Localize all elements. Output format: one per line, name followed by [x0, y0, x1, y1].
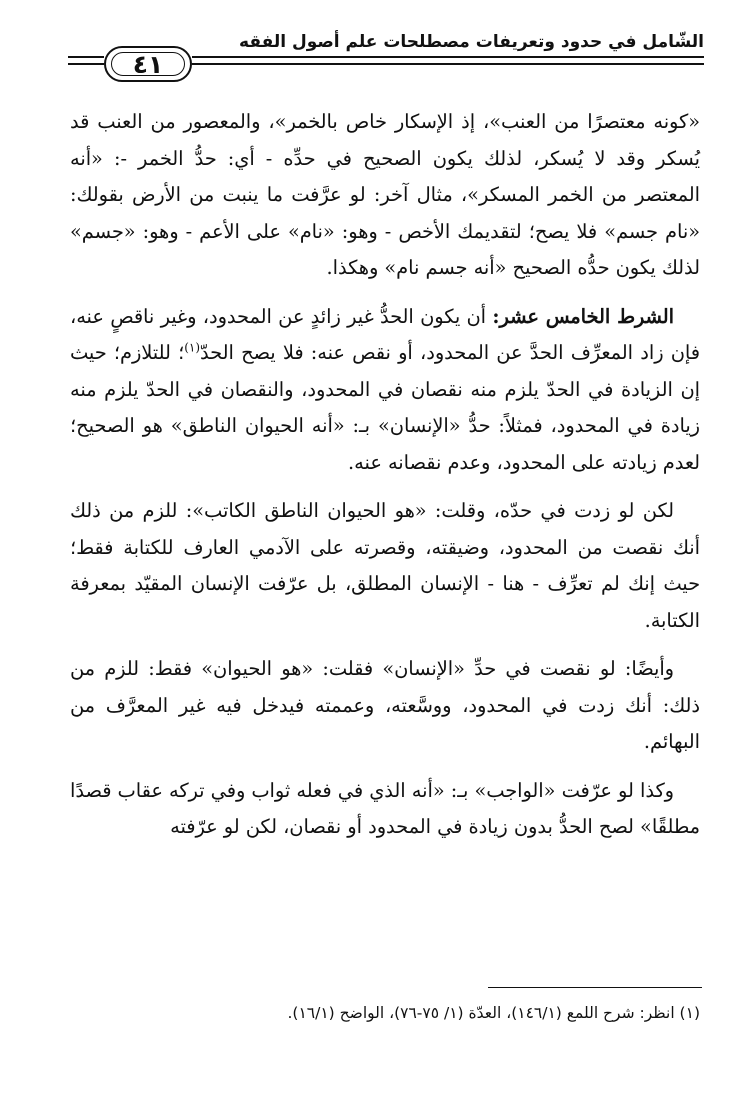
header-rule: [192, 56, 704, 58]
header-rule-left-lower: [68, 63, 104, 65]
paragraph-condition-15: [70, 299, 700, 482]
page-number: [104, 46, 192, 82]
paragraph-3: لكن لو زدت في حدّه، وقلت: «هو الحيوان الناطق الكاتب»: للزم من ذلك أنك نقصت من المحدود، وضيقته، وقصرته على الآدمي العارف للكتابة فقط؛ حيث إنك لم تعرِّف - هنا - الإنسان المطلق، بل عرّفت الإنسان المقيّد بمعرفة الكتابة.: [70, 499, 700, 632]
condition-text-a: أن يكون الحدُّ غير زائدٍ عن المحدود، وغير ناقصٍ عنه، فإن زاد المعرِّف الحدَّ عن المحدود، أو نقص عنه: فلا يصح الحدّ: [70, 304, 700, 364]
page-number-text: ٤١: [132, 49, 164, 79]
condition-heading: الشرط الخامس عشر:: [492, 304, 674, 328]
footnote-separator: [488, 987, 702, 988]
paragraph-4: وأيضًا: لو نقصت في حدِّ «الإنسان» فقلت: «هو الحيوان» فقط: للزم من ذلك: أنك زدت في المحدود، ووسَّعته، وعممته فيدخل فيه غير المعرَّف من البهائم.: [70, 657, 700, 753]
body-text: [70, 104, 700, 858]
footnote: (١) انظر: شرح اللمع (١٤٦/١)، العدّة (١/ ٧٥-٧٦)، الواضح (١٦/١).: [287, 1004, 700, 1022]
header-rule-left: [68, 56, 104, 58]
paragraph-1: «كونه معتصرًا من العنب»، إذ الإسكار خاص بالخمر»، والمعصور من العنب قد يُسكر وقد لا يُسكر، لذلك يكون الصحيح في حدِّه - أي: حدُّ الخمر -: «أنه المعتصر من الخمر المسكر»، مثال آخر: لو عرَّفت ما ينبت من الأرض بقولك: «نام جسم» فلا يصح؛ لتقديمك الأخص - وهو: «نام» على الأعم - وهو: «جسم» لذلك يكون حدُّه الصحيح «أنه جسم نام» وهكذا.: [70, 110, 700, 279]
footnote-marker[interactable]: (١): [184, 340, 201, 355]
running-title: الشّامل في حدود وتعريفات مصطلحات علم أصول الفقه: [239, 32, 704, 52]
header-rule-lower: [192, 63, 704, 65]
paragraph-5: وكذا لو عرّفت «الواجب» بـ: «أنه الذي في فعله ثواب وفي تركه عقاب قصدًا مطلقًا» لصح الحدُّ بدون زيادة في المحدود أو نقصان، لكن لو عرّفته: [70, 778, 700, 838]
page-header: [68, 32, 704, 90]
condition-text-b: ؛ للتلازم؛ حيث إن الزيادة في الحدّ يلزم منه نقصان في المحدود، والنقصان في الحدّ يلزم منه زيادة في المحدود، فمثلاً: حدُّ «الإنسان» بـ: «أنه الحيوان الناطق» هو الصحيح؛ لعدم زيادته على المحدود، وعدم نقصانه عنه.: [70, 341, 700, 474]
